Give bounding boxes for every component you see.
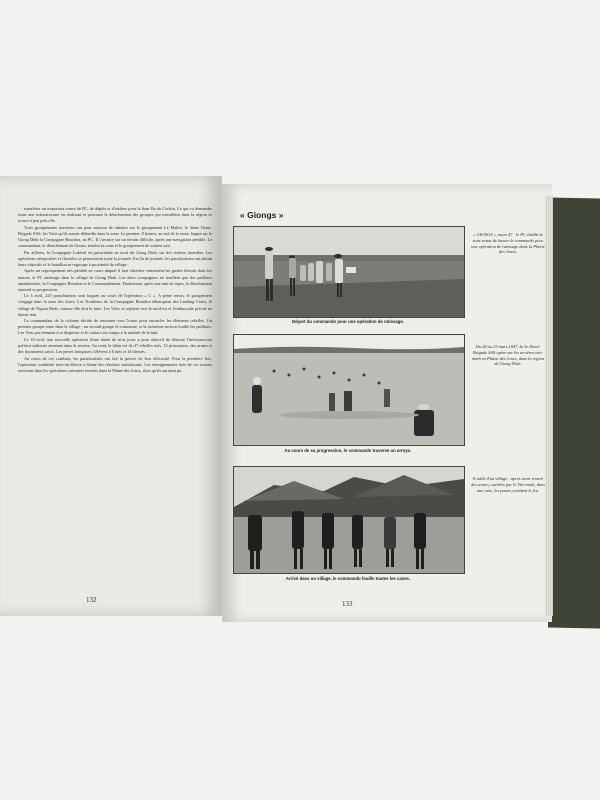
paragraph: Après un regroupement très pénible en cours duquel il faut chercher vainement les gardes blessés dans les marais, le PC aménage dans le village de Giong Dinh. Les deux compagnies ne fouillent que des paillotes abandonnées, la Compagnie Bourdon et le Commandement. Finalement, après une nuit de repos, le détachement reprend sa progression. [18,268,212,292]
right-page [222,184,552,622]
left-page [0,176,222,616]
left-page-text [18,206,212,375]
paragraph: Par ailleurs, la Compagnie Lubéral est parachutée au nord du Giong Dinh, sur des rizières inondées. Les opérations aéroportées et fluviales se poursuivent toute la journée. En fin de journée, les parachutistes ont atteint leurs objectifs et le bataillon se regroupe à proximité du village. [18,249,212,267]
paragraph: Le commandant de la colonne décide de remonter vers l'ouest pour encercler les éléments rebelles. Un premier groupe entre dans le village ; un second groupe le contourne, et la troisième section fouille les paillotes. Les Viets parviennent à se disperser et le contact est rompu à la tombée de la nuit. [18,318,212,336]
photo-side-note: « GIONGS », mars 47 : le PC établit la zone avant de lancer le commando pour une opération de ratissage dans la Plaine des Joncs. [471,232,545,255]
photo-caption: Départ du commando pour une opération de ratissage. [292,319,404,324]
right-page-number: 133 [342,600,353,608]
photo-side-note: Fouille d'un village : après avoir trouvé des armes, cachées par le Viet-minh, dans une case, les paras y mettent le feu. [471,476,545,493]
paragraph: transférer un important centre de PC, de dépôts et d'ateliers pour la Saur Ba du Cochin, Ce qui va demander toute une infrastructure en réalisant et poussant le détachement des groupes qui travaillent dans la région se trouve à peu près elle. [18,206,212,224]
page-edges [545,196,553,616]
left-page-number: 132 [86,596,97,604]
paragraph: Le 10 avril, une nouvelle opération d'une durée de trois jours a pour objectif de détruire l'infrastructure politico-militaire ennemie dans le secteur. Au total, le bilan est de 47 rebelles tués, 12 prisonniers, des armes et des documents saisis. Les pertes françaises s'élèvent à 6 tués et 14 blessés. [18,336,212,355]
paragraph: Au cours de ces combats, les parachutistes ont fait la preuve de leur efficacité. Pour la première fois, l'opération combinée terre-air-fleuve a donné des résultats satisfaisants. Les enseignements tirés de ces actions serviront dans les opérations suivantes menées dans la Plaine des Joncs, alors qu'ils auraient pu. [18,355,212,373]
photo-caption: Au cours de sa progression, le commando traverse un arroyo. [284,448,412,453]
photo-river-crossing [233,334,465,446]
photo-village-search [233,466,465,574]
photo-commando-departure [233,226,465,318]
paragraph: Le 3 avril, 225 parachutistes sont largués au cours de l'opération « C ». A peine remis, le groupement s'engage dans la zone des Joncs. Les Tirailleurs de la Compagnie Bourdon débarquent des Landing Crafts, le village de Nguon Binh, comme elle doit le faire. Les Viets se replient vers le nord-est et l'embuscade prévue ne donne rien. [18,293,212,317]
photo-river-crossing-image [234,335,464,445]
paragraph: Trois groupements terrestres ont pour mission de rabattre sur le groupement Le Maître, le 3ème Demi-Brigade SAS, les Viets qu'ils auront débordés dans la zone. Le premier, 8 heures, au sud de la route, largue sur le Giong Dinh la Compagnie Bourdon, au PC. Il s'avance sur un terrain difficile, après une navigation pénible. Le commandant, le détachement de l'avant, tiendra la route et le groupement de soutien suit. [18,224,212,249]
photo-village-search-image [234,467,464,573]
photo-caption: Arrivé dans un village, le commando fouille toutes les cases. [285,576,411,581]
section-title: « Giongs » [240,210,284,220]
open-book [0,176,600,646]
photo-commando-departure-image [234,227,464,317]
photo-side-note: Du 20 au 23 mars 1947, la 3e Demi-Brigade SAS opère sur les arrières viet-minh en Plaine des Joncs, dans la région de Giong Dinh. [471,344,545,367]
